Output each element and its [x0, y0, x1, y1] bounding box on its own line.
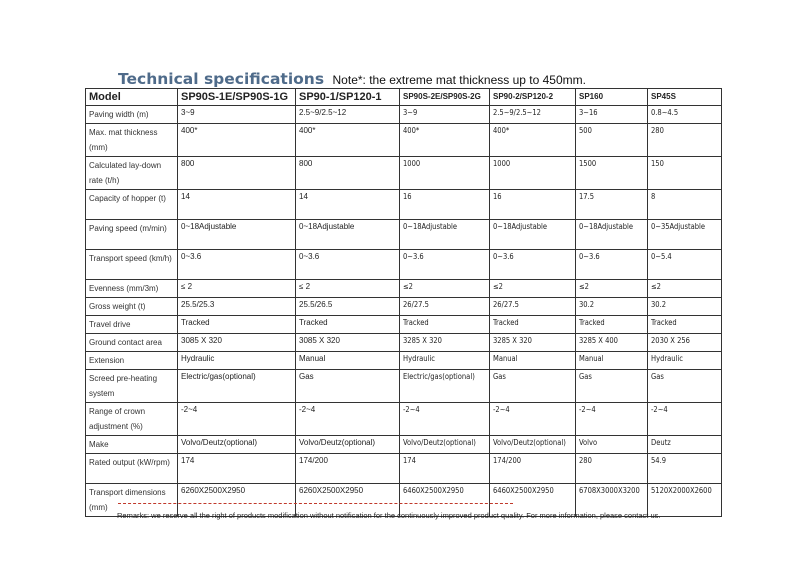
spec-value: 0~3.6 [178, 250, 296, 280]
row-label: Max. mat thickness (mm) [86, 124, 178, 157]
header-model-label: Model [86, 89, 178, 106]
table-row [86, 334, 722, 352]
spec-value: 150 [648, 157, 722, 190]
spec-value: Tracked [400, 316, 490, 334]
row-label: Screed pre-heating system [86, 370, 178, 403]
spec-value: 174/200 [296, 454, 400, 484]
spec-value: 800 [296, 157, 400, 190]
spec-value: 400* [296, 124, 400, 157]
spec-value: 54.9 [648, 454, 722, 484]
spec-value: Electric/gas(optional) [178, 370, 296, 403]
model-header: SP90S-2E/SP90S-2G [400, 89, 490, 106]
spec-value: 6260X2500X2950 [178, 484, 296, 517]
spec-value: -2~4 [576, 403, 648, 436]
spec-value: 1500 [576, 157, 648, 190]
spec-value: 1000 [490, 157, 576, 190]
row-label: Paving width (m) [86, 106, 178, 124]
spec-value: 3~9 [178, 106, 296, 124]
table-row [86, 370, 722, 403]
spec-value: 3~9 [400, 106, 490, 124]
spec-value: -2~4 [648, 403, 722, 436]
spec-value: Volvo/Deutz(optional) [296, 436, 400, 454]
table-row [86, 106, 722, 124]
spec-value: 174/200 [490, 454, 576, 484]
page-title: Technical specifications [118, 70, 325, 88]
spec-value: Gas [490, 370, 576, 403]
spec-value: 3285 X 320 [490, 334, 576, 352]
table-row [86, 454, 722, 484]
spec-value: Gas [296, 370, 400, 403]
spec-value: Gas [648, 370, 722, 403]
table-row [86, 403, 722, 436]
spec-value: -2~4 [296, 403, 400, 436]
specifications-body [86, 106, 722, 517]
spec-value: Volvo/Deutz(optional) [178, 436, 296, 454]
spec-value: 0~3.6 [576, 250, 648, 280]
spec-value: ≤2 [576, 280, 648, 298]
model-header: SP160 [576, 89, 648, 106]
spec-value: Volvo/Deutz(optional) [400, 436, 490, 454]
spec-value: Gas [576, 370, 648, 403]
remarks: Remarks: we reserve all the right of products modification without notification for the continuously improved product quality. For more information, please contact us. [117, 511, 661, 520]
spec-value: 3~16 [576, 106, 648, 124]
spec-value: 0~3.6 [296, 250, 400, 280]
spec-value: 30.2 [576, 298, 648, 316]
spec-value: ≤ 2 [178, 280, 296, 298]
model-header: SP90-2/SP120-2 [490, 89, 576, 106]
title-note: Note*: the extreme mat thickness up to 450mm. [332, 73, 586, 87]
heading [118, 70, 586, 89]
table-row [86, 298, 722, 316]
table-row [86, 436, 722, 454]
table-row [86, 280, 722, 298]
specifications-table [85, 88, 722, 517]
spec-value: 25.5/25.3 [178, 298, 296, 316]
spec-value: Hydraulic [648, 352, 722, 370]
spec-value: Deutz [648, 436, 722, 454]
spec-value: 17.5 [576, 190, 648, 220]
spec-value: 25.5/26.5 [296, 298, 400, 316]
spec-value: 3285 X 400 [576, 334, 648, 352]
spec-value: 0~3.6 [400, 250, 490, 280]
row-label: Paving speed (m/min) [86, 220, 178, 250]
spec-value: -2~4 [490, 403, 576, 436]
spec-value: 800 [178, 157, 296, 190]
divider [118, 503, 513, 504]
spec-value: 174 [400, 454, 490, 484]
row-label: Transport dimensions (mm) [86, 484, 178, 517]
spec-value: 0~3.6 [490, 250, 576, 280]
row-label: Calculated lay-down rate (t/h) [86, 157, 178, 190]
spec-value: 6260X2500X2950 [296, 484, 400, 517]
spec-value: ≤2 [400, 280, 490, 298]
spec-value: 400* [400, 124, 490, 157]
table-row [86, 250, 722, 280]
spec-value: 400* [490, 124, 576, 157]
model-header: SP45S [648, 89, 722, 106]
row-label: Make [86, 436, 178, 454]
spec-value: -2~4 [178, 403, 296, 436]
spec-value: 16 [400, 190, 490, 220]
spec-value: 3085 X 320 [296, 334, 400, 352]
spec-value: Tracked [648, 316, 722, 334]
model-header: SP90-1/SP120-1 [296, 89, 400, 106]
spec-value: Tracked [490, 316, 576, 334]
spec-value: 500 [576, 124, 648, 157]
spec-value: 0.8~4.5 [648, 106, 722, 124]
spec-value: ≤2 [490, 280, 576, 298]
spec-value: Manual [576, 352, 648, 370]
row-label: Extension [86, 352, 178, 370]
spec-value: Electric/gas(optional) [400, 370, 490, 403]
row-label: Gross weight (t) [86, 298, 178, 316]
spec-value: Hydraulic [178, 352, 296, 370]
spec-value: 400* [178, 124, 296, 157]
spec-value: Tracked [296, 316, 400, 334]
spec-value: 6460X2500X2950 [490, 484, 576, 517]
spec-value: 0~5.4 [648, 250, 722, 280]
spec-value: 0~18Adjustable [178, 220, 296, 250]
spec-value: 8 [648, 190, 722, 220]
spec-value: 2030 X 256 [648, 334, 722, 352]
spec-value: -2~4 [400, 403, 490, 436]
spec-value: 6460X2500X2950 [400, 484, 490, 517]
spec-value: ≤2 [648, 280, 722, 298]
table-row [86, 220, 722, 250]
spec-value: ≤ 2 [296, 280, 400, 298]
spec-value: 280 [648, 124, 722, 157]
spec-value: Volvo/Deutz(optional) [490, 436, 576, 454]
spec-value: 6708X3000X3200 [576, 484, 648, 517]
row-label: Capacity of hopper (t) [86, 190, 178, 220]
table-row [86, 157, 722, 190]
spec-value: Tracked [576, 316, 648, 334]
row-label: Travel drive [86, 316, 178, 334]
spec-value: 280 [576, 454, 648, 484]
spec-value: 2.5~9/2.5~12 [296, 106, 400, 124]
spec-value: 0~18Adjustable [490, 220, 576, 250]
spec-value: 3285 X 320 [400, 334, 490, 352]
spec-value: 0~35Adjustable [648, 220, 722, 250]
row-label: Ground contact area [86, 334, 178, 352]
spec-value: 3085 X 320 [178, 334, 296, 352]
spec-value: 26/27.5 [490, 298, 576, 316]
row-label: Evenness (mm/3m) [86, 280, 178, 298]
spec-value: Tracked [178, 316, 296, 334]
row-label: Transport speed (km/h) [86, 250, 178, 280]
table-row [86, 124, 722, 157]
spec-value: 14 [178, 190, 296, 220]
header-row [86, 89, 722, 106]
row-label: Range of crown adjustment (%) [86, 403, 178, 436]
spec-value: 2.5~9/2.5~12 [490, 106, 576, 124]
table-row [86, 190, 722, 220]
spec-value: 0~18Adjustable [576, 220, 648, 250]
spec-value: 0~18Adjustable [400, 220, 490, 250]
spec-value: 26/27.5 [400, 298, 490, 316]
table-row [86, 352, 722, 370]
spec-value: Volvo [576, 436, 648, 454]
spec-value: Manual [296, 352, 400, 370]
table-row [86, 316, 722, 334]
row-label: Rated output (kW/rpm) [86, 454, 178, 484]
spec-value: 174 [178, 454, 296, 484]
spec-value: 0~18Adjustable [296, 220, 400, 250]
spec-value: 30.2 [648, 298, 722, 316]
spec-value: 5120X2000X2600 [648, 484, 722, 517]
spec-value: Hydraulic [400, 352, 490, 370]
spec-value: 1000 [400, 157, 490, 190]
spec-value: 14 [296, 190, 400, 220]
spec-value: Manual [490, 352, 576, 370]
spec-value: 16 [490, 190, 576, 220]
model-header: SP90S-1E/SP90S-1G [178, 89, 296, 106]
